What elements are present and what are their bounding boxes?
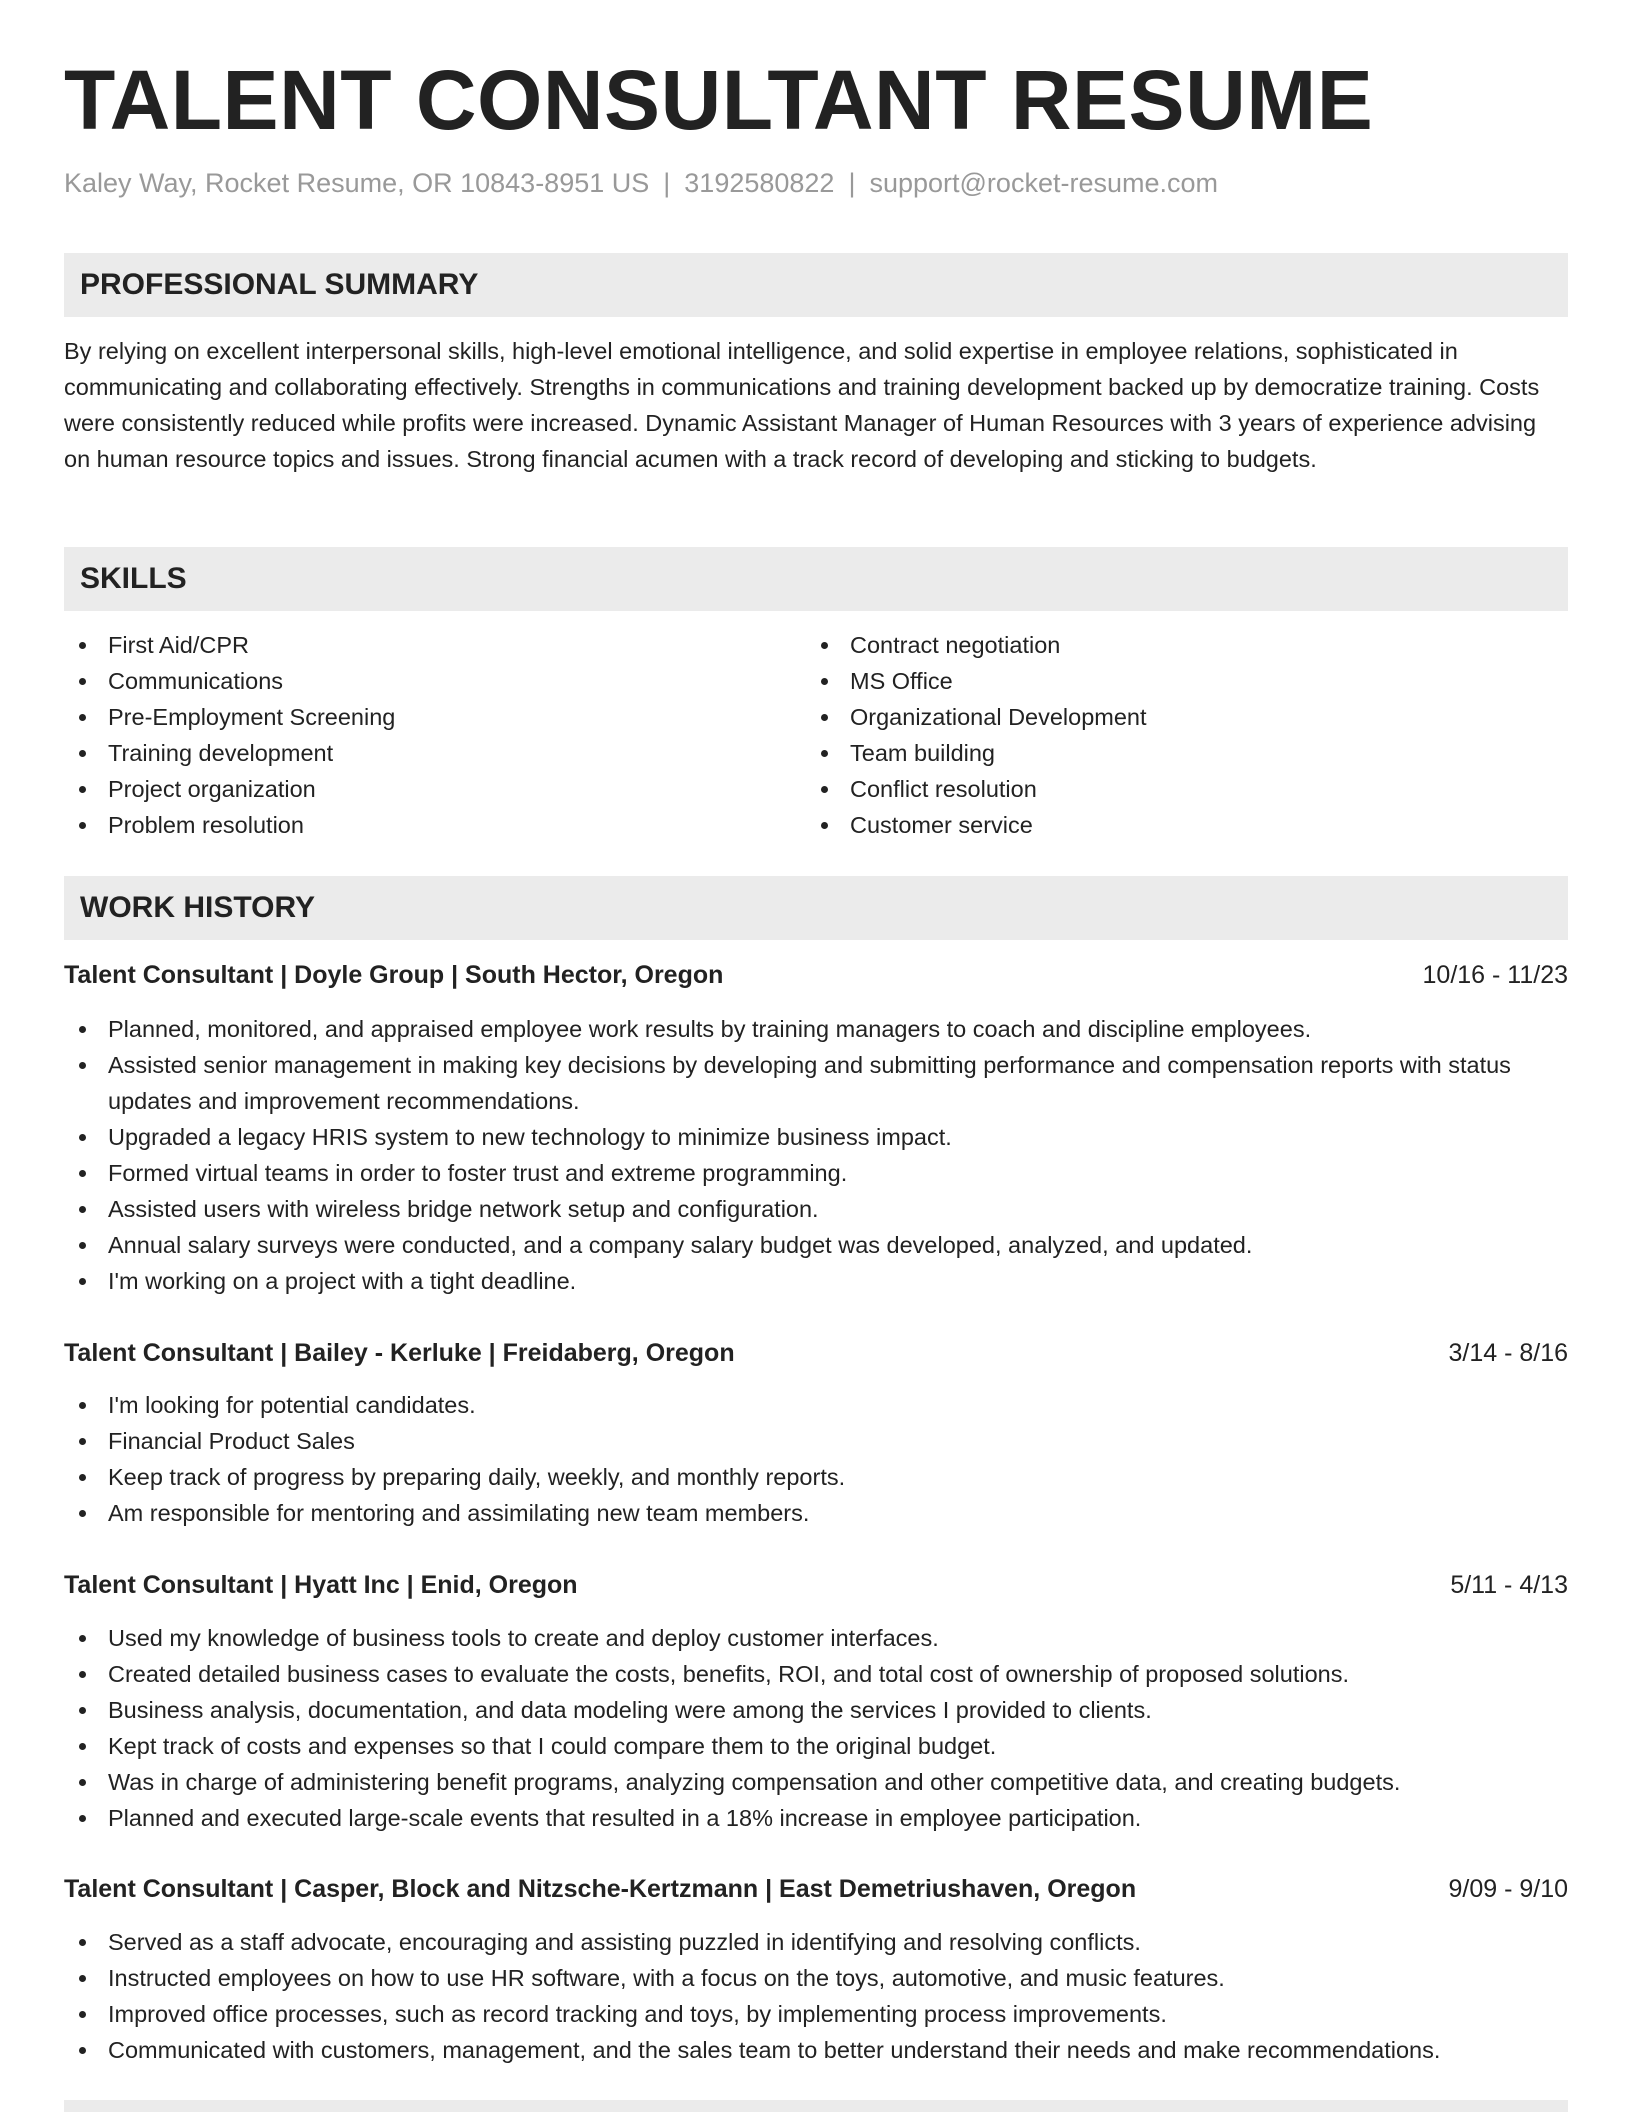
skill-item: Team building	[806, 735, 1546, 771]
job-bullets	[64, 1011, 1568, 1299]
job-dates: 10/16 - 11/23	[1422, 961, 1568, 989]
skills-list-left	[64, 627, 804, 843]
job-header	[64, 1335, 1568, 1371]
job-bullets	[64, 1620, 1568, 1836]
job-bullet: Assisted users with wireless bridge network setup and configuration.	[64, 1191, 1568, 1227]
summary-text: By relying on excellent interpersonal skills, high-level emotional intelligence, and solid expertise in employee relations, sophisticated in communicating and collaborating effectively. Strengths in communications and training development backed up by democratize training. Costs were consistently reduced while profits were increased. Dynamic Assistant Manager of Human Resources with 3 years of experience advising on human resource topics and issues. Strong financial acumen with a track record of developing and sticking to budgets.	[64, 338, 1540, 472]
skill-item: First Aid/CPR	[64, 627, 804, 663]
skill-item: Pre-Employment Screening	[64, 699, 804, 735]
job-dates: 5/11 - 4/13	[1450, 1571, 1568, 1599]
skills-list-right	[806, 627, 1546, 843]
job-header	[64, 957, 1568, 993]
work-section-header	[64, 876, 1568, 940]
job-header	[64, 1871, 1568, 1907]
job-bullet: I'm looking for potential candidates.	[64, 1387, 1568, 1423]
job-bullet: Annual salary surveys were conducted, and a company salary budget was developed, analyzed, and updated.	[64, 1227, 1568, 1263]
skill-item: Training development	[64, 735, 804, 771]
job-dates: 3/14 - 8/16	[1448, 1339, 1568, 1367]
resume-title: TALENT CONSULTANT RESUME	[64, 53, 1374, 147]
work-heading: WORK HISTORY	[80, 891, 316, 924]
skill-item: Project organization	[64, 771, 804, 807]
job-bullet: Business analysis, documentation, and data modeling were among the services I provided to clients.	[64, 1692, 1568, 1728]
job-bullet: Served as a staff advocate, encouraging and assisting puzzled in identifying and resolving conflicts.	[64, 1924, 1568, 1960]
skill-item: Organizational Development	[806, 699, 1546, 735]
skill-item: Customer service	[806, 807, 1546, 843]
job-bullet: Keep track of progress by preparing daily, weekly, and monthly reports.	[64, 1459, 1568, 1495]
job-title: Talent Consultant | Casper, Block and Nitzsche-Kertzmann | East Demetriushaven, Oregon	[64, 1875, 1137, 1903]
job-bullet: Used my knowledge of business tools to create and deploy customer interfaces.	[64, 1620, 1568, 1656]
job-bullet: Planned, monitored, and appraised employee work results by training managers to coach and discipline employees.	[64, 1011, 1568, 1047]
job-title: Talent Consultant | Bailey - Kerluke | Freidaberg, Oregon	[64, 1339, 735, 1367]
job-title: Talent Consultant | Hyatt Inc | Enid, Oregon	[64, 1571, 578, 1599]
skill-item: Contract negotiation	[806, 627, 1546, 663]
job-bullet: Kept track of costs and expenses so that I could compare them to the original budget.	[64, 1728, 1568, 1764]
contact-separator: |	[848, 168, 856, 198]
contact-phone: 3192580822	[684, 168, 835, 198]
job-bullet: Was in charge of administering benefit programs, analyzing compensation and other competitive data, and creating budgets.	[64, 1764, 1568, 1800]
skill-item: Conflict resolution	[806, 771, 1546, 807]
job-bullet: Instructed employees on how to use HR software, with a focus on the toys, automotive, and music features.	[64, 1960, 1568, 1996]
contact-email[interactable]: support@rocket-resume.com	[869, 168, 1218, 198]
skills-section-header	[64, 547, 1568, 611]
skill-item: Problem resolution	[64, 807, 804, 843]
job-bullet: Formed virtual teams in order to foster trust and extreme programming.	[64, 1155, 1568, 1191]
contact-separator: |	[663, 168, 671, 198]
job-bullet: Assisted senior management in making key decisions by developing and submitting performance and compensation reports with status updates and improvement recommendations.	[64, 1047, 1568, 1119]
job-bullet: Upgraded a legacy HRIS system to new technology to minimize business impact.	[64, 1119, 1568, 1155]
job-bullet: Planned and executed large-scale events that resulted in a 18% increase in employee participation.	[64, 1800, 1568, 1836]
job-bullet: Am responsible for mentoring and assimilating new team members.	[64, 1495, 1568, 1531]
summary-heading: PROFESSIONAL SUMMARY	[80, 268, 479, 301]
skill-item: MS Office	[806, 663, 1546, 699]
job-dates: 9/09 - 9/10	[1448, 1875, 1568, 1903]
job-bullet: Improved office processes, such as record tracking and toys, by implementing process improvements.	[64, 1996, 1568, 2032]
job-bullet: Created detailed business cases to evaluate the costs, benefits, ROI, and total cost of ownership of proposed solutions.	[64, 1656, 1568, 1692]
job-bullet: Communicated with customers, management, and the sales team to better understand their needs and make recommendations.	[64, 2032, 1568, 2068]
job-header	[64, 1567, 1568, 1603]
summary-section-header	[64, 253, 1568, 317]
job-bullets	[64, 1387, 1568, 1531]
job-bullet: Financial Product Sales	[64, 1423, 1568, 1459]
job-bullets	[64, 1924, 1568, 2068]
job-title: Talent Consultant | Doyle Group | South Hector, Oregon	[64, 961, 724, 989]
skill-item: Communications	[64, 663, 804, 699]
contact-address: Kaley Way, Rocket Resume, OR 10843-8951 US	[64, 168, 650, 198]
next-section-header	[64, 2100, 1568, 2112]
job-bullet: I'm working on a project with a tight deadline.	[64, 1263, 1568, 1299]
skills-heading: SKILLS	[80, 562, 187, 595]
contact-line	[64, 168, 1218, 199]
